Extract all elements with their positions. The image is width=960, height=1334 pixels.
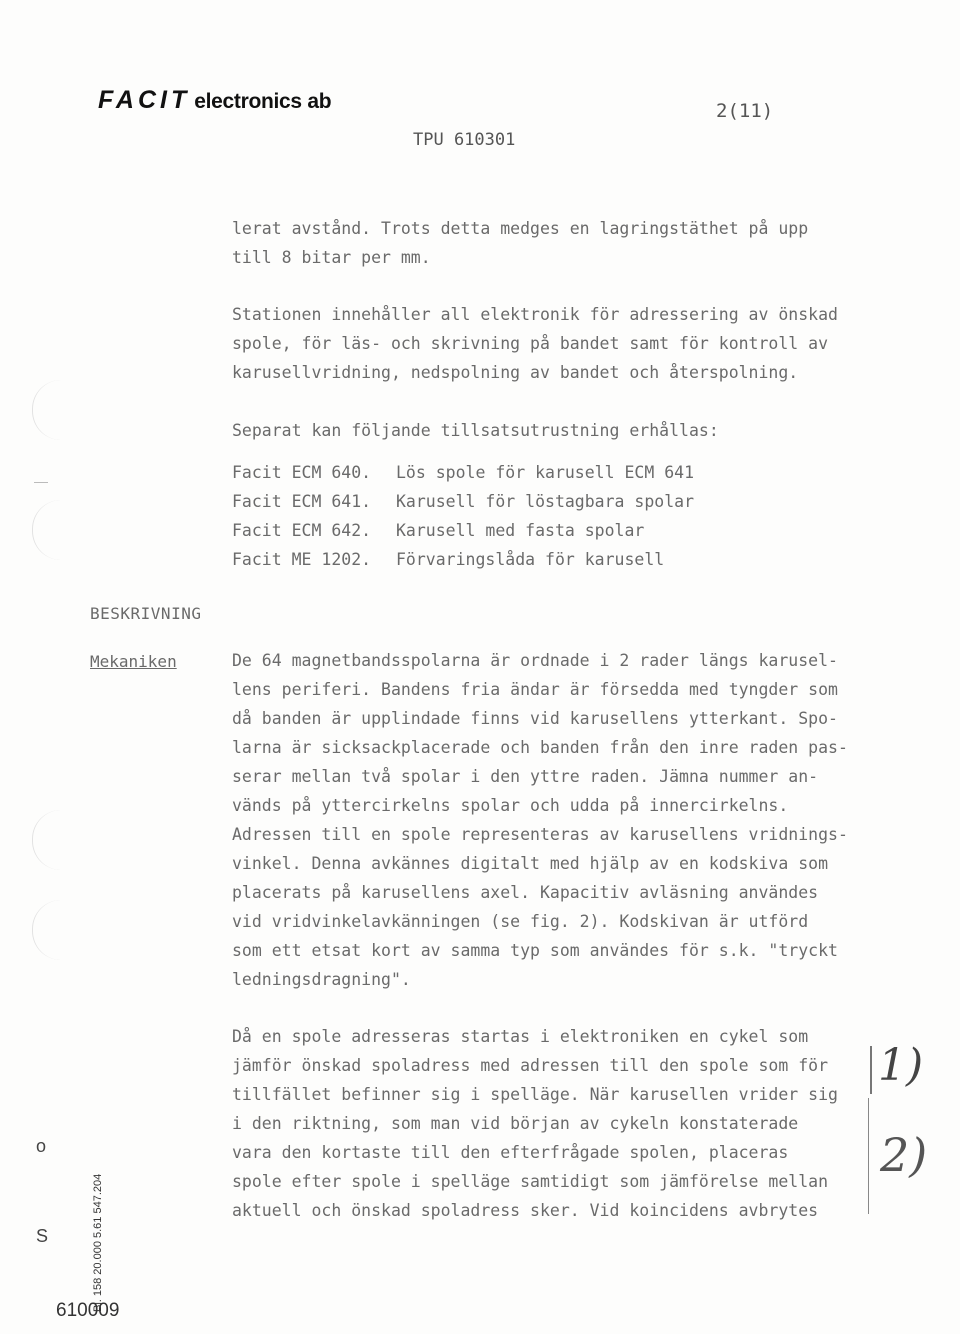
paragraph-1 — [232, 214, 808, 272]
text-line: jämför önskad spoladress med adressen till den spole som för — [232, 1056, 829, 1075]
sub-heading: Mekaniken — [90, 652, 177, 671]
accessory-row — [232, 516, 832, 545]
margin-bracket — [870, 1046, 872, 1094]
punch-hole-mark — [32, 900, 61, 960]
accessory-model: Facit ECM 640. — [232, 463, 372, 482]
paragraph-3 — [232, 416, 719, 445]
text-line: vid vridvinkelavkänningen (se fig. 2). Kodskivan är utförd — [232, 912, 809, 931]
page-number: 2(11) — [716, 100, 774, 122]
margin-note-text: 1) — [878, 1040, 924, 1091]
text-line: Separat kan följande tillsatsutrustning erhållas: — [232, 421, 719, 440]
text-line: larna är sicksackplacerade och banden från den inre raden pas- — [232, 738, 848, 757]
text-line: serar mellan två spolar i den yttre raden. Jämna nummer an- — [232, 767, 819, 786]
text-line: då banden är upplindade finns vid karusellens ytterkant. Spo- — [232, 709, 838, 728]
text-line: vara den kortaste till den efterfrågade spolen, placeras — [232, 1143, 789, 1162]
section-heading: BESKRIVNING — [90, 604, 202, 623]
paragraph-4 — [232, 646, 848, 994]
accessory-model: Facit ME 1202. — [232, 550, 372, 569]
text-line: ledningsdragning". — [232, 970, 411, 989]
punch-hole-mark — [32, 810, 61, 870]
margin-bracket — [868, 1098, 869, 1214]
accessory-row — [232, 545, 832, 574]
document-reference: TPU 610301 — [413, 130, 516, 150]
text-line: vänds på yttercirkelns spolar och udda på innercirkelns. — [232, 796, 789, 815]
text-line: lerat avstånd. Trots detta medges en lagringstäthet på upp — [232, 219, 809, 238]
text-line: De 64 magnetbandsspolarna är ordnade i 2 rader längs karusel- — [232, 651, 838, 670]
text-line: spole efter spole i spelläge samtidigt som jämförelse mellan — [232, 1172, 829, 1191]
text-line: i den riktning, som man vid början av cykeln konstaterade — [232, 1114, 799, 1133]
logo-electronics-ab: electronics ab — [194, 90, 332, 113]
margin-tick — [34, 482, 48, 483]
print-code: Bl. 158 20.000 5.61 547.204 — [92, 1173, 104, 1312]
accessory-model: Facit ECM 641. — [232, 492, 372, 511]
stamp-letter-s: S — [36, 1226, 49, 1246]
text-line: Stationen innehåller all elektronik för adressering av önskad — [232, 305, 838, 324]
accessory-model: Facit ECM 642. — [232, 521, 372, 540]
text-line: lens periferi. Bandens fria ändar är försedda med tyngder som — [232, 680, 838, 699]
text-line: till 8 bitar per mm. — [232, 248, 431, 267]
text-line: Adressen till en spole representeras av karusellens vridnings- — [232, 825, 848, 844]
form-number: 610009 — [56, 1300, 120, 1321]
text-line: karusellvridning, nedspolning av bandet och återspolning. — [232, 363, 799, 382]
margin-note-text: 2) — [880, 1128, 928, 1182]
text-line: som ett etsat kort av samma typ som användes för s.k. "tryckt — [232, 941, 838, 960]
text-line: Då en spole adresseras startas i elektroniken en cykel som — [232, 1027, 809, 1046]
punch-hole-mark — [32, 500, 61, 560]
accessory-description: Karusell med fasta spolar — [396, 521, 645, 540]
paragraph-2 — [232, 300, 838, 387]
accessory-row — [232, 458, 832, 487]
paragraph-5 — [232, 1022, 838, 1225]
company-logo — [98, 86, 331, 115]
accessory-description: Förvaringslåda för karusell — [396, 550, 665, 569]
accessory-description: Karusell för löstagbara spolar — [396, 492, 695, 511]
text-line: placerats på karusellens axel. Kapacitiv avläsning användes — [232, 883, 819, 902]
punch-hole-mark — [32, 380, 61, 440]
logo-facit: FACIT — [98, 86, 191, 114]
accessory-row — [232, 487, 832, 516]
text-line: vinkel. Denna avkännes digitalt med hjälp av en kodskiva som — [232, 854, 829, 873]
text-line: spole, för läs- och skrivning på bandet samt för kontroll av — [232, 334, 829, 353]
margin-note-2 — [880, 1128, 927, 1182]
accessory-list — [232, 458, 832, 574]
accessory-description: Lös spole för karusell ECM 641 — [396, 463, 695, 482]
text-line: tillfället befinner sig i spelläge. När karusellen vrider sig — [232, 1085, 838, 1104]
margin-note-1 — [878, 1040, 923, 1091]
text-line: aktuell och önskad spoladress sker. Vid koincidens avbrytes — [232, 1201, 819, 1220]
stamp-letter-o: o — [36, 1136, 47, 1156]
